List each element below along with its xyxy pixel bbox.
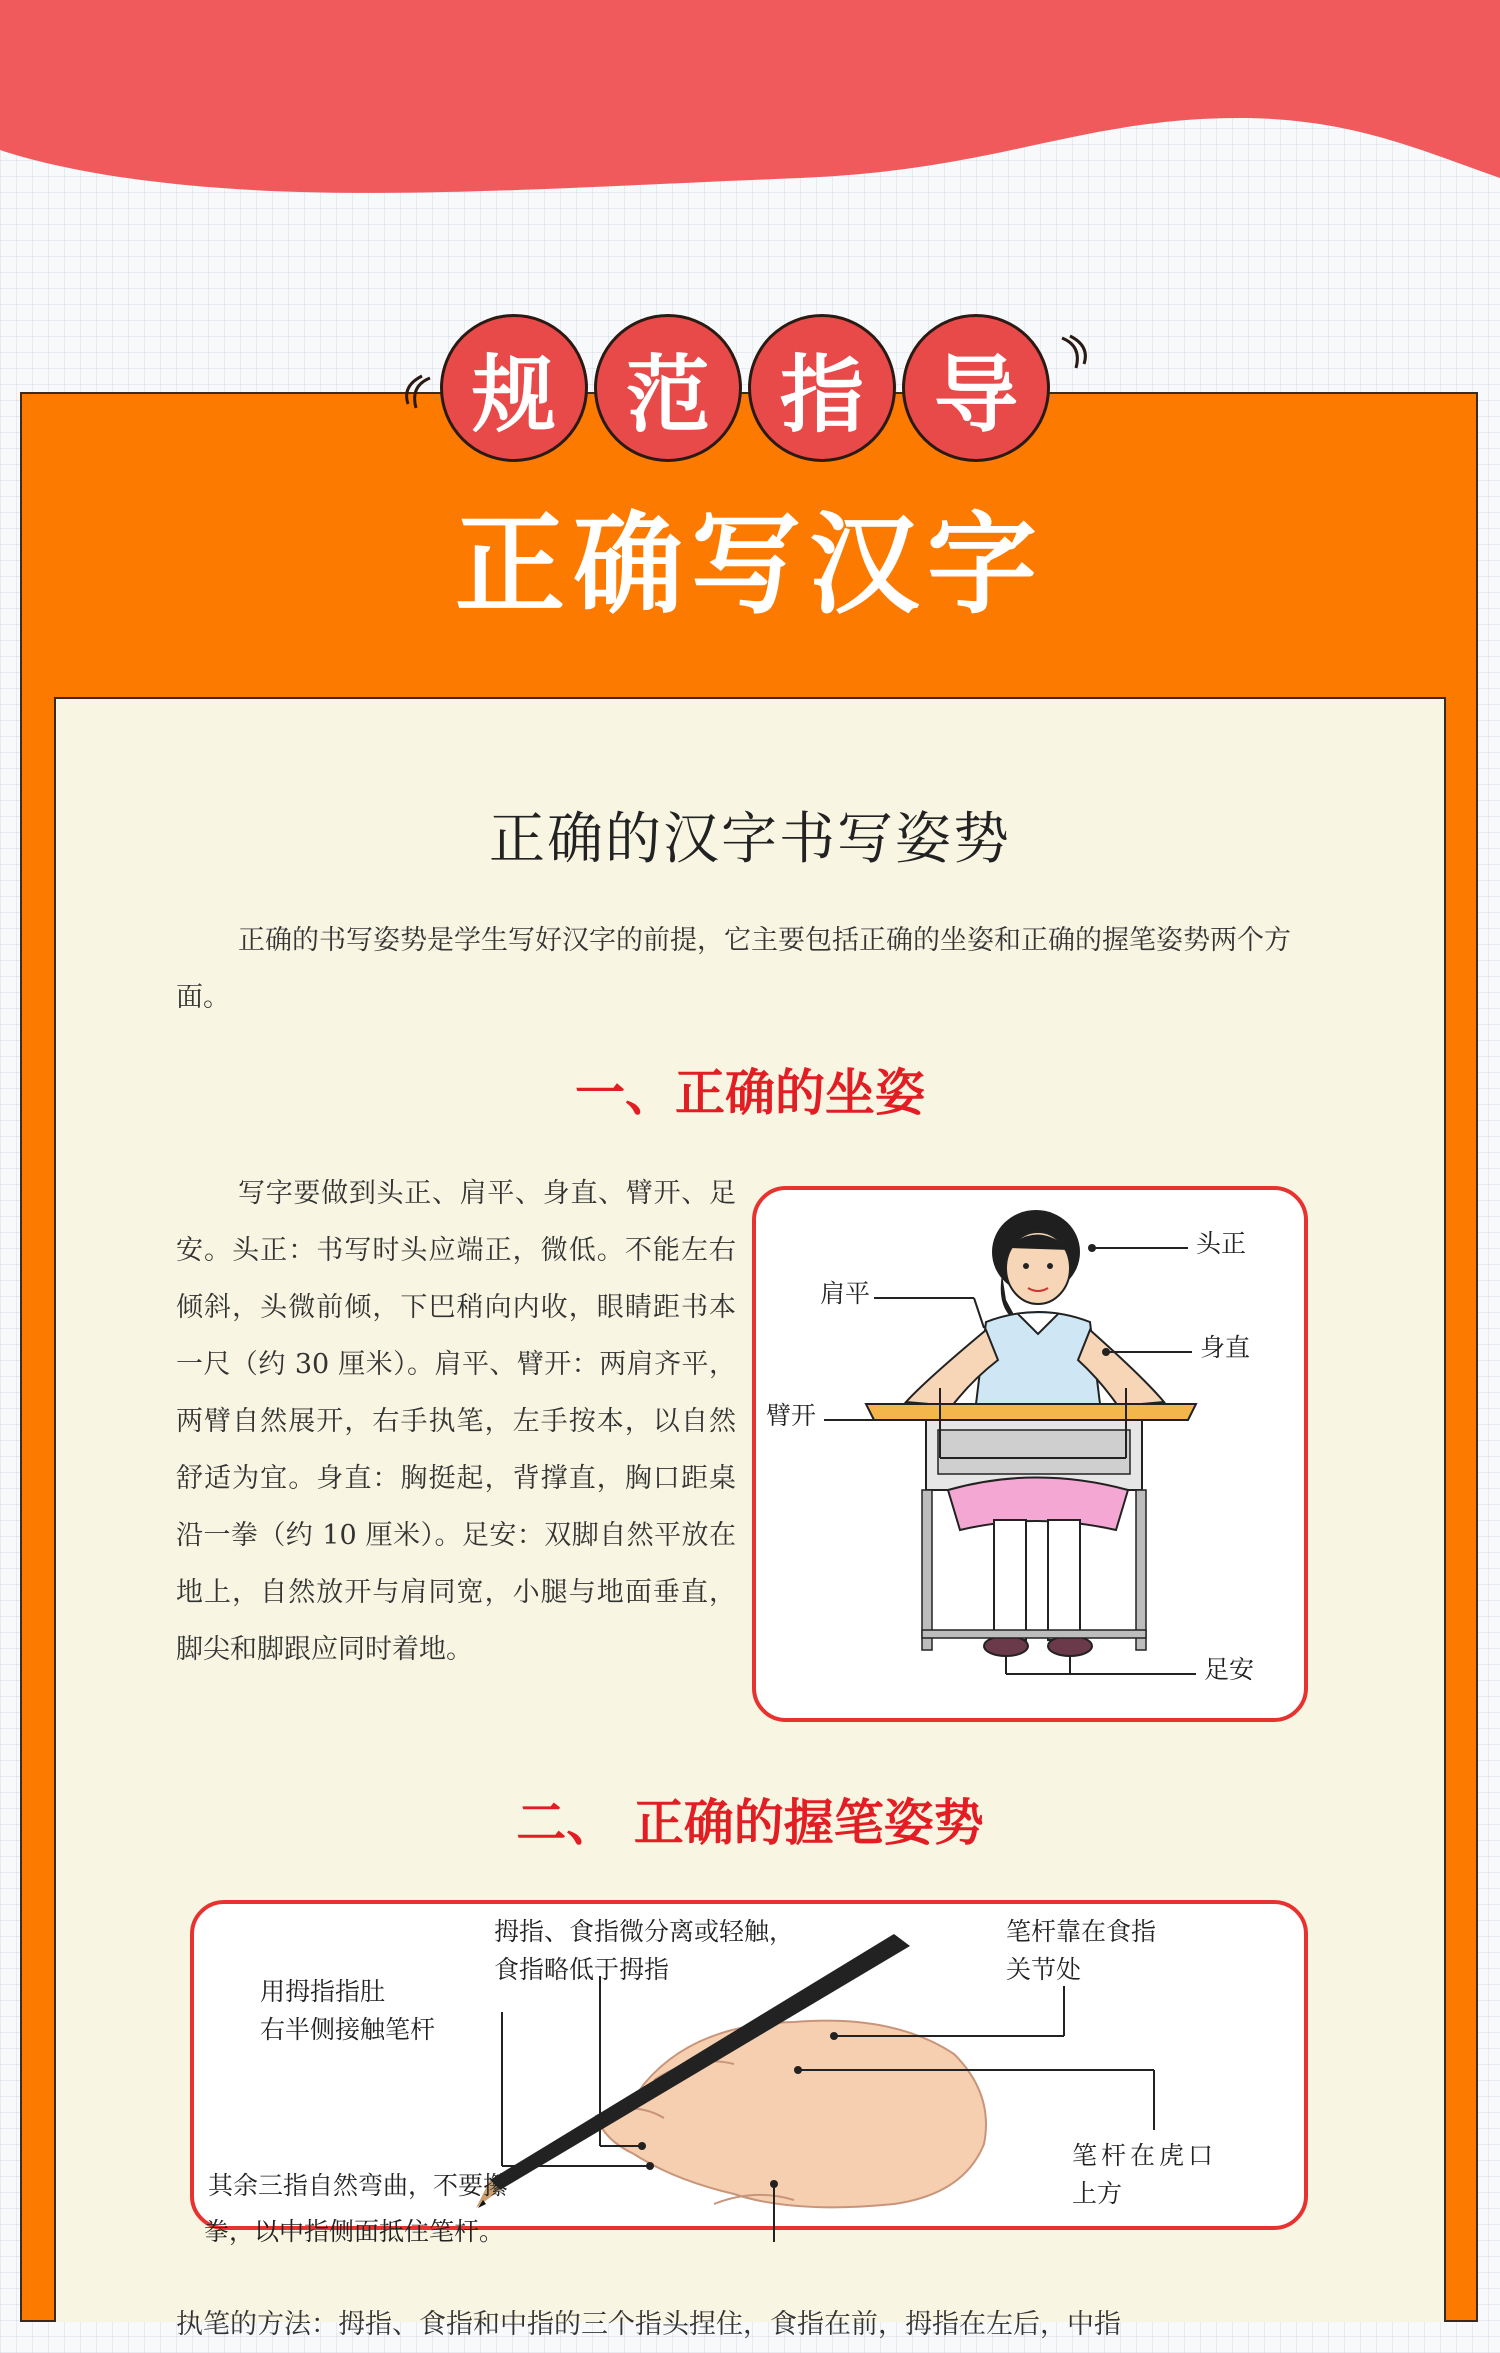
label-tiger-mouth: 笔杆在虎口 <box>1072 2141 1218 2170</box>
page-heading: 正确的汉字书写姿势 <box>489 807 1011 872</box>
badge-char-1: 规 <box>440 314 588 462</box>
decor-left-icon <box>400 372 440 412</box>
label-other-fingers-2: 拳，以中指侧面抵住笔杆。 <box>204 2217 505 2246</box>
label-thumb-belly-2: 右半侧接触笔杆 <box>260 2015 436 2044</box>
badge-row <box>440 314 1060 474</box>
bottom-paragraph: 执笔的方法：拇指、食指和中指的三个指头捏住，食指在前，拇指在左后，中指 <box>176 2309 1121 2340</box>
intro-paragraph: 正确的书写姿势是学生写好汉字的前提，它主要包括正确的坐姿和正确的握笔姿势两个方面。 <box>176 925 1291 1013</box>
label-thumb-belly: 用拇指指肚 <box>260 1977 386 2006</box>
top-wave-banner <box>0 0 1500 220</box>
badge-char-4: 导 <box>902 314 1050 462</box>
label-feet: 足安 <box>1204 1655 1255 1684</box>
label-other-fingers: 其余三指自然弯曲，不要攥 <box>208 2171 509 2200</box>
main-title: 正确写汉字 <box>455 501 1045 629</box>
pen-grip-figure <box>190 1900 1308 2230</box>
label-pen-joint: 笔杆靠在食指 <box>1006 1917 1157 1946</box>
label-thumb-index-2: 食指略低于拇指 <box>494 1955 670 1984</box>
sitting-illustration <box>756 1190 1304 1718</box>
decor-right-icon <box>1052 332 1092 372</box>
sitting-figure <box>752 1186 1308 1722</box>
label-body: 身直 <box>1200 1333 1251 1362</box>
sitting-paragraph: 写字要做到头正、肩平、身直、臂开、足安。头正：书写时头应端正，微低。不能左右倾斜，头微前倾，下巴稍向内收，眼睛距书本一尺（约 30 厘米）。肩平、臂开：两肩齐平，两臂自然展开，右手执笔，左手按本，以自然舒适为宜。身直：胸挺起，背撑直，胸口距桌沿一拳（约 10 厘米）。足安：双脚自然平放在地上，自然放开与肩同宽，小腿与地面垂直，脚尖和脚跟应同时着地。 <box>176 1178 736 1665</box>
label-shoulder: 肩平 <box>820 1279 871 1308</box>
section-title-sitting: 一、正确的坐姿 <box>575 1064 925 1122</box>
label-thumb-index: 拇指、食指微分离或轻触， <box>494 1917 795 1946</box>
label-head: 头正 <box>1196 1229 1247 1258</box>
badge-char-3: 指 <box>748 314 896 462</box>
label-arm: 臂开 <box>766 1401 817 1430</box>
badge-char-2: 范 <box>594 314 742 462</box>
label-tiger-mouth-2: 上方 <box>1072 2179 1123 2208</box>
label-pen-joint-2: 关节处 <box>1006 1955 1082 1984</box>
section-title-pen-grip: 二、 正确的握笔姿势 <box>516 1794 984 1852</box>
